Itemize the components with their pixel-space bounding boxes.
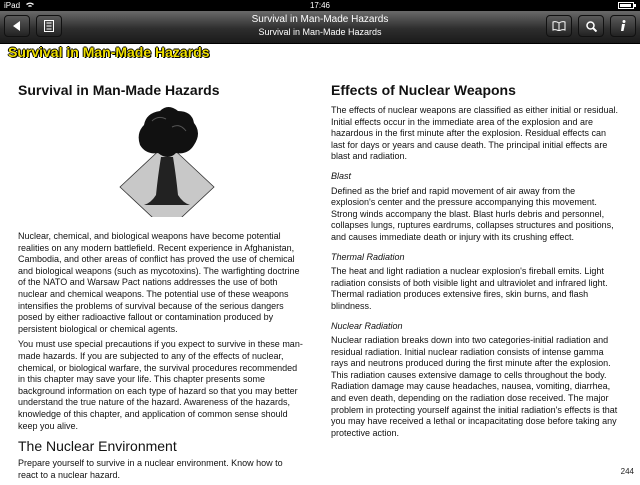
subheading: Thermal Radiation	[331, 251, 405, 262]
navigation-bar	[0, 11, 640, 44]
info-icon	[619, 20, 627, 32]
paragraph: Defined as the brief and rapid movement of air away from the explosion's center and the pressure accompanying this movement. Strong winds accompany the blast. Blast hurls debris and personnel, collapses lungs, ruptures eardrums, collapses structures and positions, and causes immediate death or injury with its crushing effect.	[331, 185, 614, 242]
paragraph: Prepare yourself to survive in a nuclear environment. Know how to react to a nuclear hazard.	[18, 458, 283, 480]
section-heading: Effects of Nuclear Weapons	[331, 82, 516, 98]
left-column	[18, 82, 304, 485]
mushroom-cloud-icon	[18, 105, 304, 217]
bookmarks-button[interactable]	[546, 15, 572, 37]
device-label: iPad	[4, 1, 21, 10]
table-of-contents-button[interactable]	[36, 15, 62, 37]
page-number: 244	[620, 467, 634, 476]
paragraph: Nuclear radiation breaks down into two categories-initial radiation and residual radiation. Initial nuclear radiation consists of intense gamma rays and neutrons produced during the first minute after the explosion. This radiation causes extensive damage to cells throughout the body. Radiation damage may cause headaches, nausea, vomiting, diarrhea, and even death, depending on the radiation dose received. The major problem in protecting yourself against the initial radiation's effects is that you may have received a lethal or incapacitating dose before taking any protective action.	[331, 335, 618, 438]
info-button[interactable]	[610, 15, 636, 37]
nav-subtitle: Survival in Man-Made Hazards	[258, 27, 382, 37]
back-button[interactable]	[4, 15, 30, 37]
back-arrow-icon	[12, 21, 22, 31]
paragraph: The heat and light radiation a nuclear explosion's fireball emits. Light radiation consists of both visible light and ultraviolet and infrared light. Thermal radiation produces extensive fires, skin burns, and flash blindness.	[331, 266, 608, 311]
nav-title: Survival in Man-Made Hazards	[251, 14, 389, 25]
right-column	[331, 82, 621, 443]
table-of-contents-icon	[44, 20, 54, 32]
search-button[interactable]	[578, 15, 604, 37]
mushroom-cloud-illustration	[18, 105, 304, 217]
subheading: Blast	[331, 170, 352, 181]
battery-icon	[618, 2, 634, 9]
search-icon	[586, 21, 597, 32]
paragraph: Nuclear, chemical, and biological weapons have become potential realities on any modern battlefield. Recent experience in Afghanistan, Cambodia, and other areas of conflict has proved the use of chemical and biological weapons (such as mycotoxins). The warfighting doctrine of the NATO and Warsaw Pact nations addresses the use of both nuclear and chemical weapons. The potential use of these weapons intensifies the problems of survival because of the serious dangers posed by either radioactive fallout or contamination produced by persistent biological or chemical agents.	[18, 231, 300, 334]
section-heading: The Nuclear Environment	[18, 438, 177, 455]
chapter-banner: Survival in Man-Made Hazards	[8, 44, 210, 60]
paragraph: You must use special precautions if you expect to survive in these man-made hazards. If you are subjected to any of the effects of nuclear, chemical, or biological warfare, the survival procedures recommended in this chapter may save your life. This chapter presents some background information on each type of hazard so that you may better understand the true nature of the hazard. Awareness of the hazards, knowledge of this chapter, and application of common sense should keep you alive.	[18, 339, 303, 431]
nav-title-block	[170, 14, 470, 38]
section-heading: Survival in Man-Made Hazards	[18, 82, 220, 98]
paragraph: The effects of nuclear weapons are classified as either initial or residual. Initial effects occur in the immediate area of the explosion and are hazardous in the first minute after the explosion. Residual effects can last for days or years and cause death. The principal initial effects are blast and radiation.	[331, 105, 618, 162]
clock: 17:46	[309, 1, 331, 10]
subheading: Nuclear Radiation	[331, 320, 403, 331]
status-bar	[0, 0, 640, 11]
book-icon	[552, 21, 566, 31]
